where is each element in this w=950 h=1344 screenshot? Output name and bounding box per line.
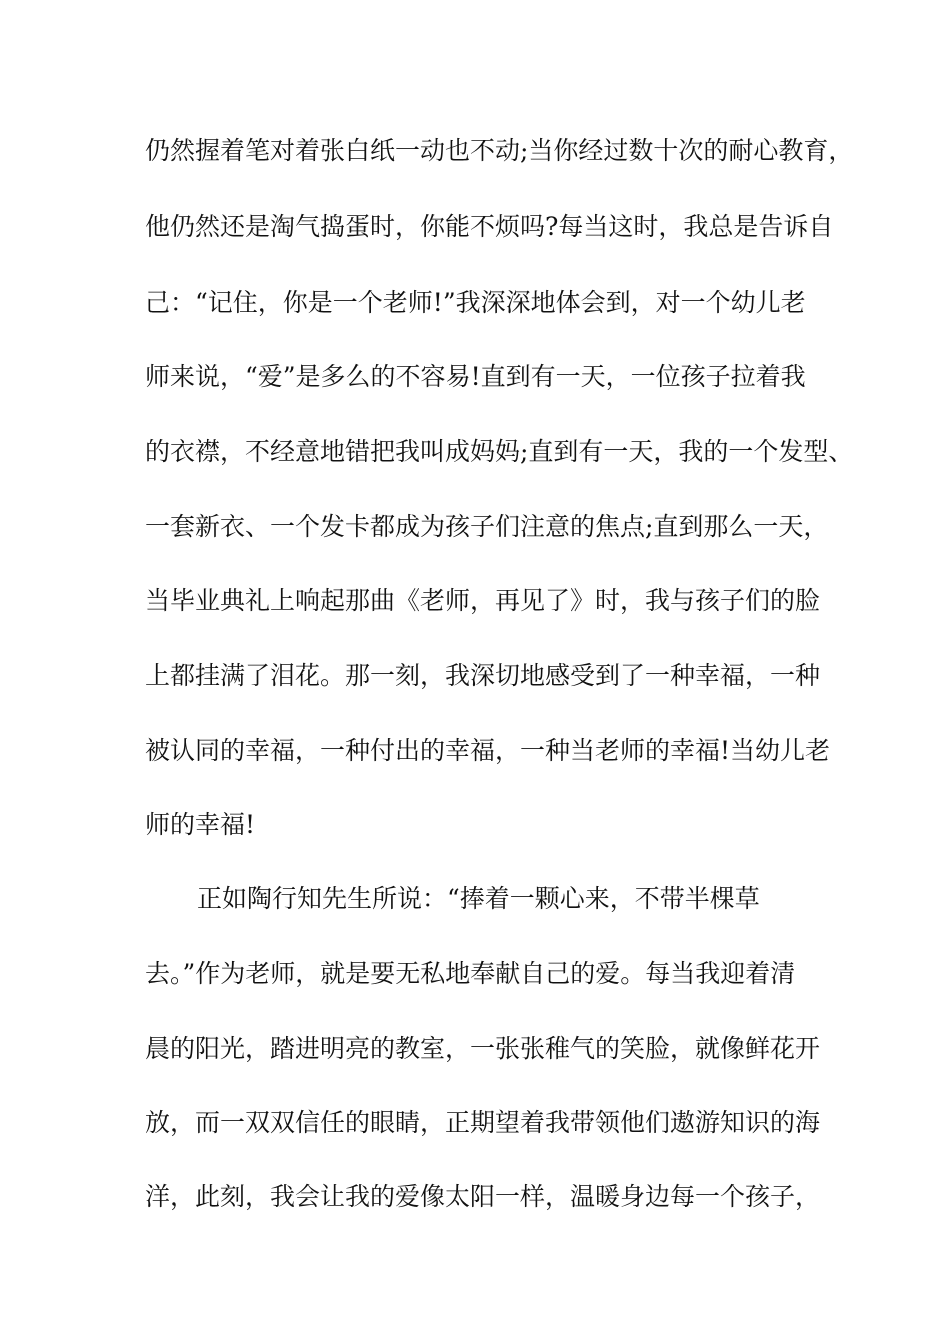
text-line: 的衣襟，不经意地错把我叫成妈妈;直到有一天，我的一个发型、 <box>145 437 854 466</box>
text-line: 一套新衣、一个发卡都成为孩子们注意的焦点;直到那么一天， <box>145 512 829 541</box>
text-line: 被认同的幸福，一种付出的幸福，一种当老师的幸福!当幼儿老 <box>145 736 831 765</box>
text-line: 放，而一双双信任的眼睛，正期望着我带领他们遨游知识的海 <box>145 1108 821 1137</box>
text-line: 他仍然还是淘气捣蛋时，你能不烦吗?每当这时，我总是告诉自 <box>145 212 834 241</box>
text-line: 师的幸福! <box>145 810 256 839</box>
text-line: 晨的阳光，踏进明亮的教室，一张张稚气的笑脸，就像鲜花开 <box>145 1034 821 1063</box>
text-line: 上都挂满了泪花。那一刻，我深切地感受到了一种幸福，一种 <box>145 661 821 690</box>
text-line: 当毕业典礼上响起那曲《老师，再见了》时，我与孩子们的脸 <box>145 586 821 615</box>
text-line: 洋，此刻，我会让我的爱像太阳一样，温暖身边每一个孩子， <box>145 1182 821 1211</box>
text-line: 师来说，“爱”是多么的不容易!直到有一天，一位孩子拉着我 <box>145 362 806 391</box>
paragraph-first-line: 正如陶行知先生所说：“捧着一颗心来，不带半棵草 <box>197 884 760 913</box>
text-line: 己：“记住，你是一个老师!”我深深地体会到，对一个幼儿老 <box>145 288 806 317</box>
text-line: 去。”作为老师，就是要无私地奉献自己的爱。每当我迎着清 <box>145 959 796 988</box>
text-line: 仍然握着笔对着张白纸一动也不动;当你经过数十次的耐心教育， <box>145 136 854 165</box>
